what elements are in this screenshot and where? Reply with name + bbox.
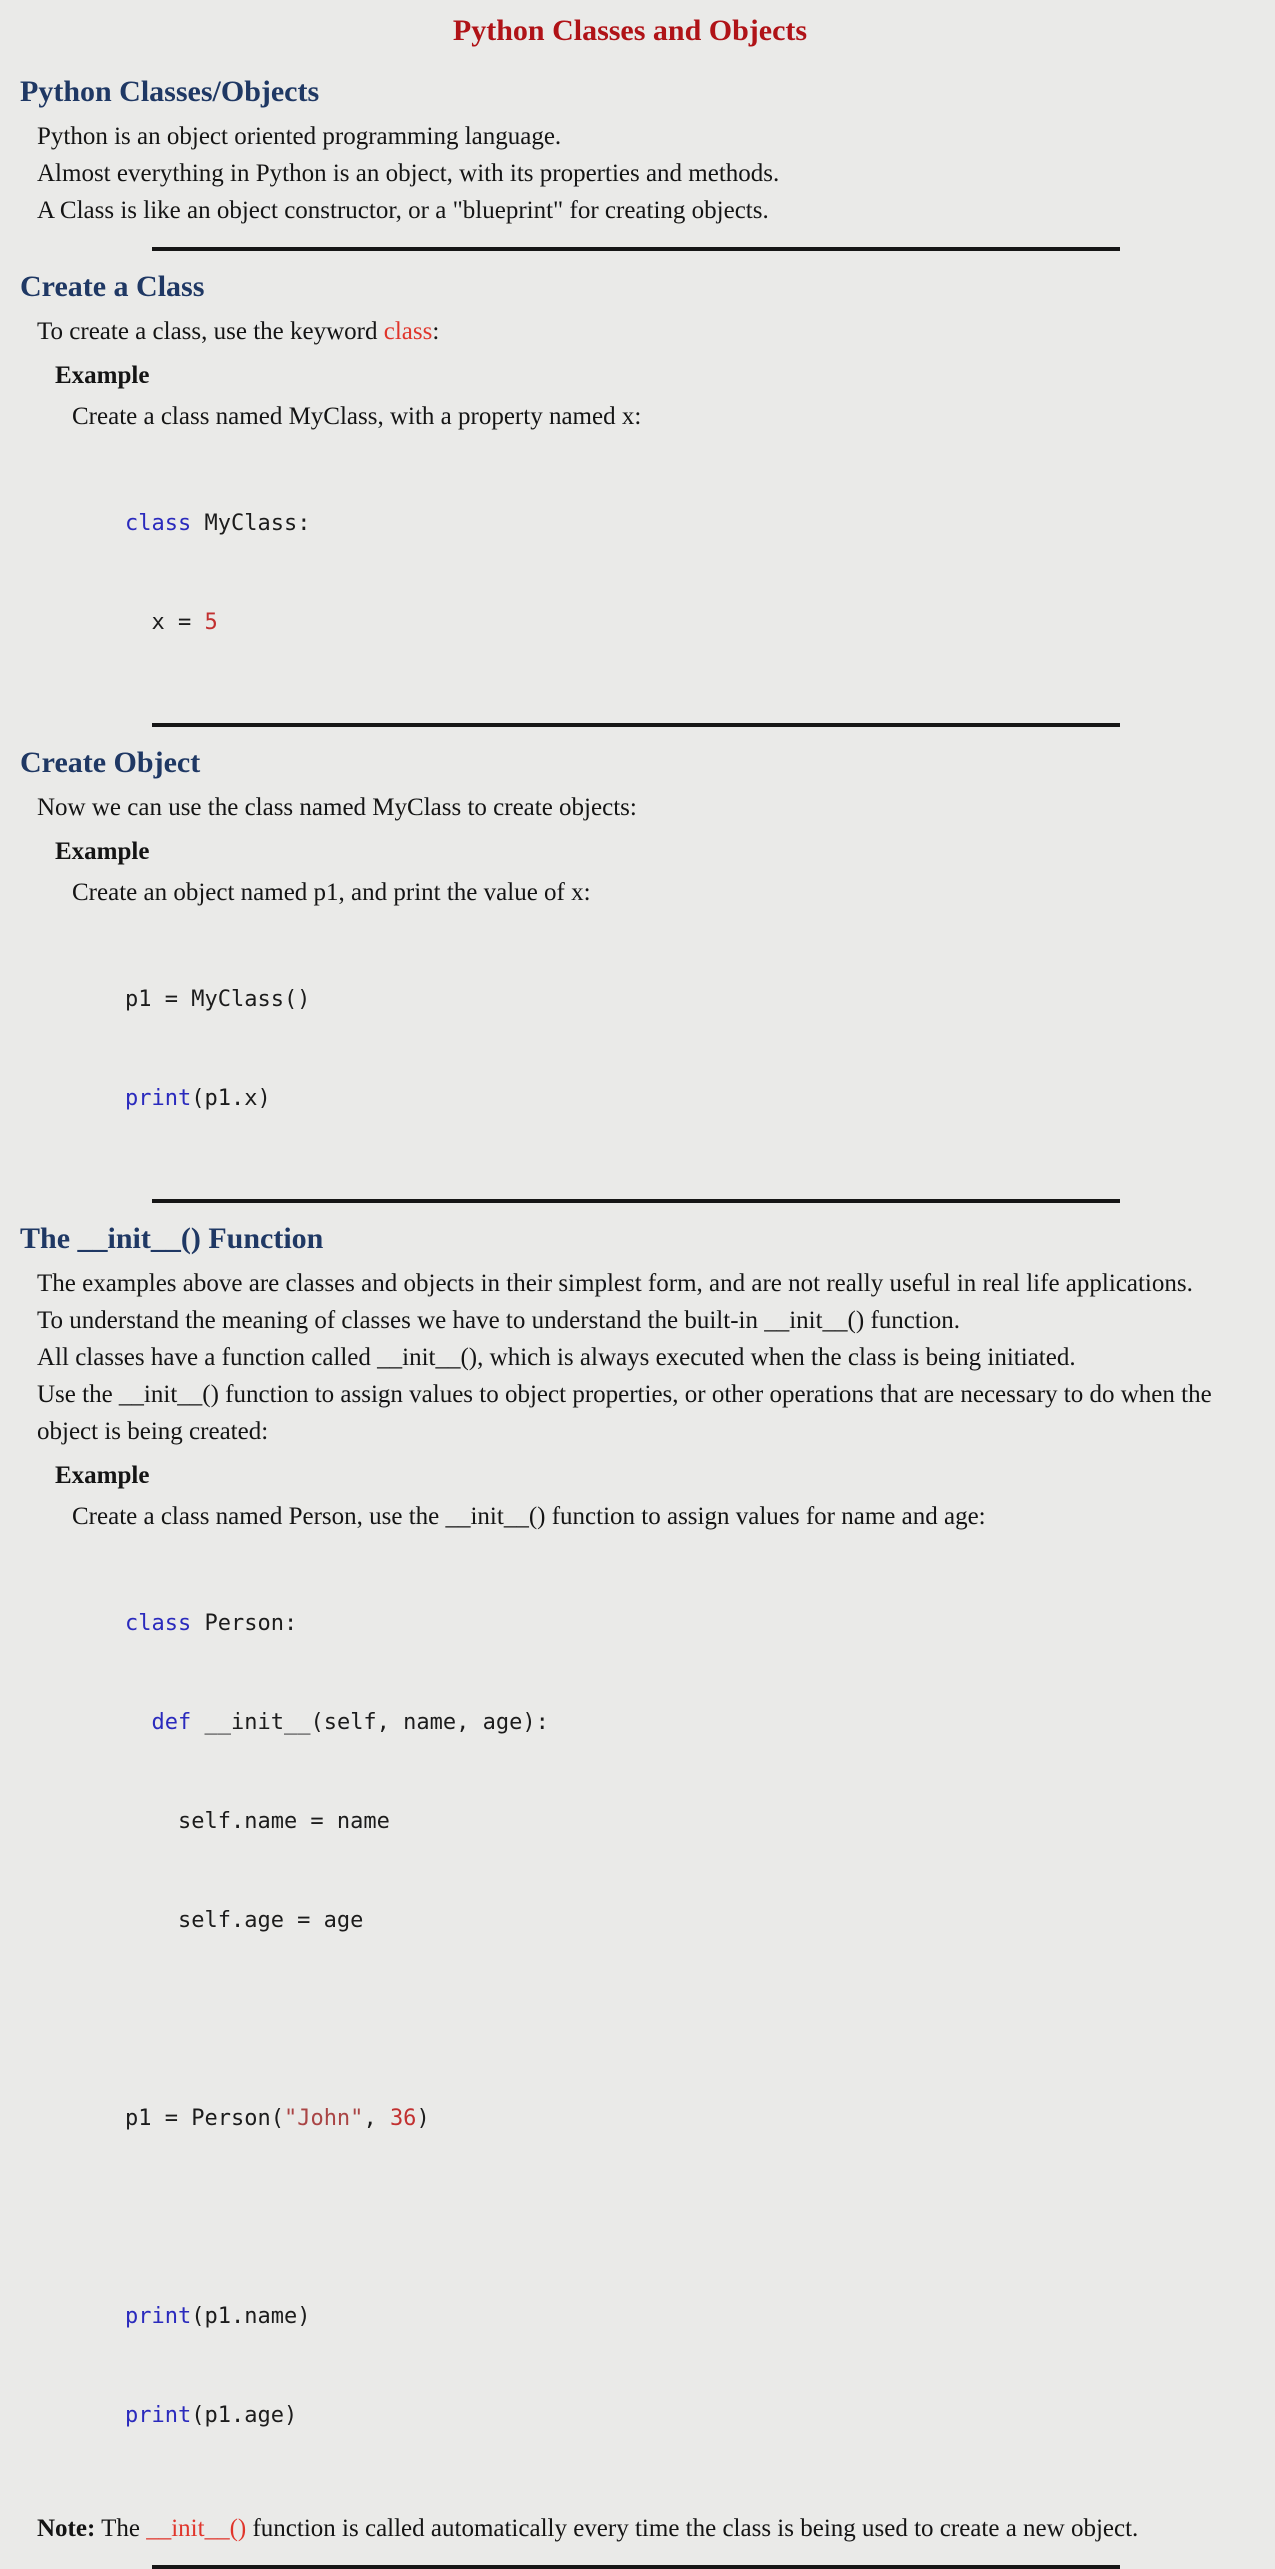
section-divider [152, 1199, 1120, 1203]
keyword-token: class [125, 1611, 192, 1636]
paragraph: The examples above are classes and objects in their simplest form, and are not really useful in real life applications. [37, 1270, 1193, 1297]
inline-keyword: class [383, 318, 433, 345]
code-line [125, 606, 1240, 639]
code-line [125, 2102, 1240, 2135]
code-text: MyClass: [191, 511, 311, 536]
section-divider [152, 247, 1120, 251]
keyword-token: print [125, 1086, 192, 1111]
section-heading-python-classes-objects: Python Classes/Objects [20, 75, 320, 108]
section-heading-create-object: Create Object [20, 746, 201, 779]
code-line [125, 507, 1240, 540]
paragraph [37, 313, 1240, 350]
code-line [125, 2300, 1240, 2333]
code-line [125, 1607, 1240, 1640]
paragraph: All classes have a function called __init__(), which is always executed when the class is being initiated. [37, 1344, 1076, 1371]
keyword-token: print [125, 2304, 192, 2329]
code-block [125, 917, 1240, 1181]
paragraph: Use the __init__() function to assign values to object properties, or other operations that are necessary to do when the object is being created: [37, 1381, 1212, 1445]
number-token: 5 [204, 610, 218, 635]
page-title: Python Classes and Objects [452, 14, 808, 47]
code-line [125, 1805, 1240, 1838]
keyword-token: class [125, 511, 192, 536]
paragraph: Now we can use the class named MyClass to create objects: [37, 794, 637, 821]
intro-text: To create a class, use the keyword [37, 318, 384, 345]
section-heading-create-a-class: Create a Class [20, 270, 205, 303]
example-description: Create a class named MyClass, with a property named x: [72, 403, 642, 430]
code-text: ) [416, 2106, 430, 2131]
section-divider [152, 2565, 1120, 2569]
keyword-token: print [125, 2403, 192, 2428]
paragraph: Almost everything in Python is an object, with its properties and methods. [37, 160, 780, 187]
code-block [125, 1541, 1240, 2498]
code-text: p1 = MyClass() [125, 987, 311, 1012]
code-line [125, 1904, 1240, 1937]
keyword-token: def [151, 1710, 192, 1735]
code-block [125, 441, 1240, 705]
paragraph: A Class is like an object constructor, or a "blueprint" for creating objects. [37, 197, 769, 224]
example-description: Create a class named Person, use the __init__() function to assign values for name and age: [72, 1503, 986, 1530]
note-label: Note: [37, 2515, 96, 2542]
note-text: function is called automatically every time the class is being used to create a new object. [246, 2515, 1139, 2542]
section-divider [152, 723, 1120, 727]
code-line [125, 1706, 1240, 1739]
code-text: p1 = Person( [125, 2106, 284, 2131]
code-line [125, 1082, 1240, 1115]
code-text: (p1.age) [191, 2403, 298, 2428]
example-label: Example [55, 362, 150, 389]
section-heading-init-function: The __init__() Function [20, 1222, 324, 1255]
code-text: Person: [191, 1611, 298, 1636]
code-text: x = [125, 610, 205, 635]
code-line-blank [125, 2201, 1240, 2234]
code-line [125, 2399, 1240, 2432]
string-token: "John" [283, 2106, 364, 2131]
code-text: (p1.x) [191, 1086, 271, 1111]
code-text: self.age = age [125, 1908, 364, 1933]
code-text: , [363, 2106, 390, 2131]
inline-init-red: __init__() [146, 2515, 247, 2542]
paragraph: To understand the meaning of classes we have to understand the built-in __init__() function. [37, 1307, 961, 1334]
paragraph: Python is an object oriented programming language. [37, 123, 562, 150]
note-text: The [95, 2515, 147, 2542]
code-line-blank [125, 2003, 1240, 2036]
note-paragraph [37, 2510, 1240, 2547]
example-description: Create an object named p1, and print the value of x: [72, 879, 591, 906]
code-text: (p1.name) [191, 2304, 311, 2329]
example-label: Example [55, 838, 150, 865]
example-label: Example [55, 1462, 150, 1489]
code-text: __init__(self, name, age): [191, 1710, 549, 1735]
number-token: 36 [389, 2106, 417, 2131]
intro-text: : [432, 318, 440, 345]
code-line [125, 983, 1240, 1016]
code-text: self.name = name [125, 1809, 390, 1834]
code-text [125, 1710, 152, 1735]
